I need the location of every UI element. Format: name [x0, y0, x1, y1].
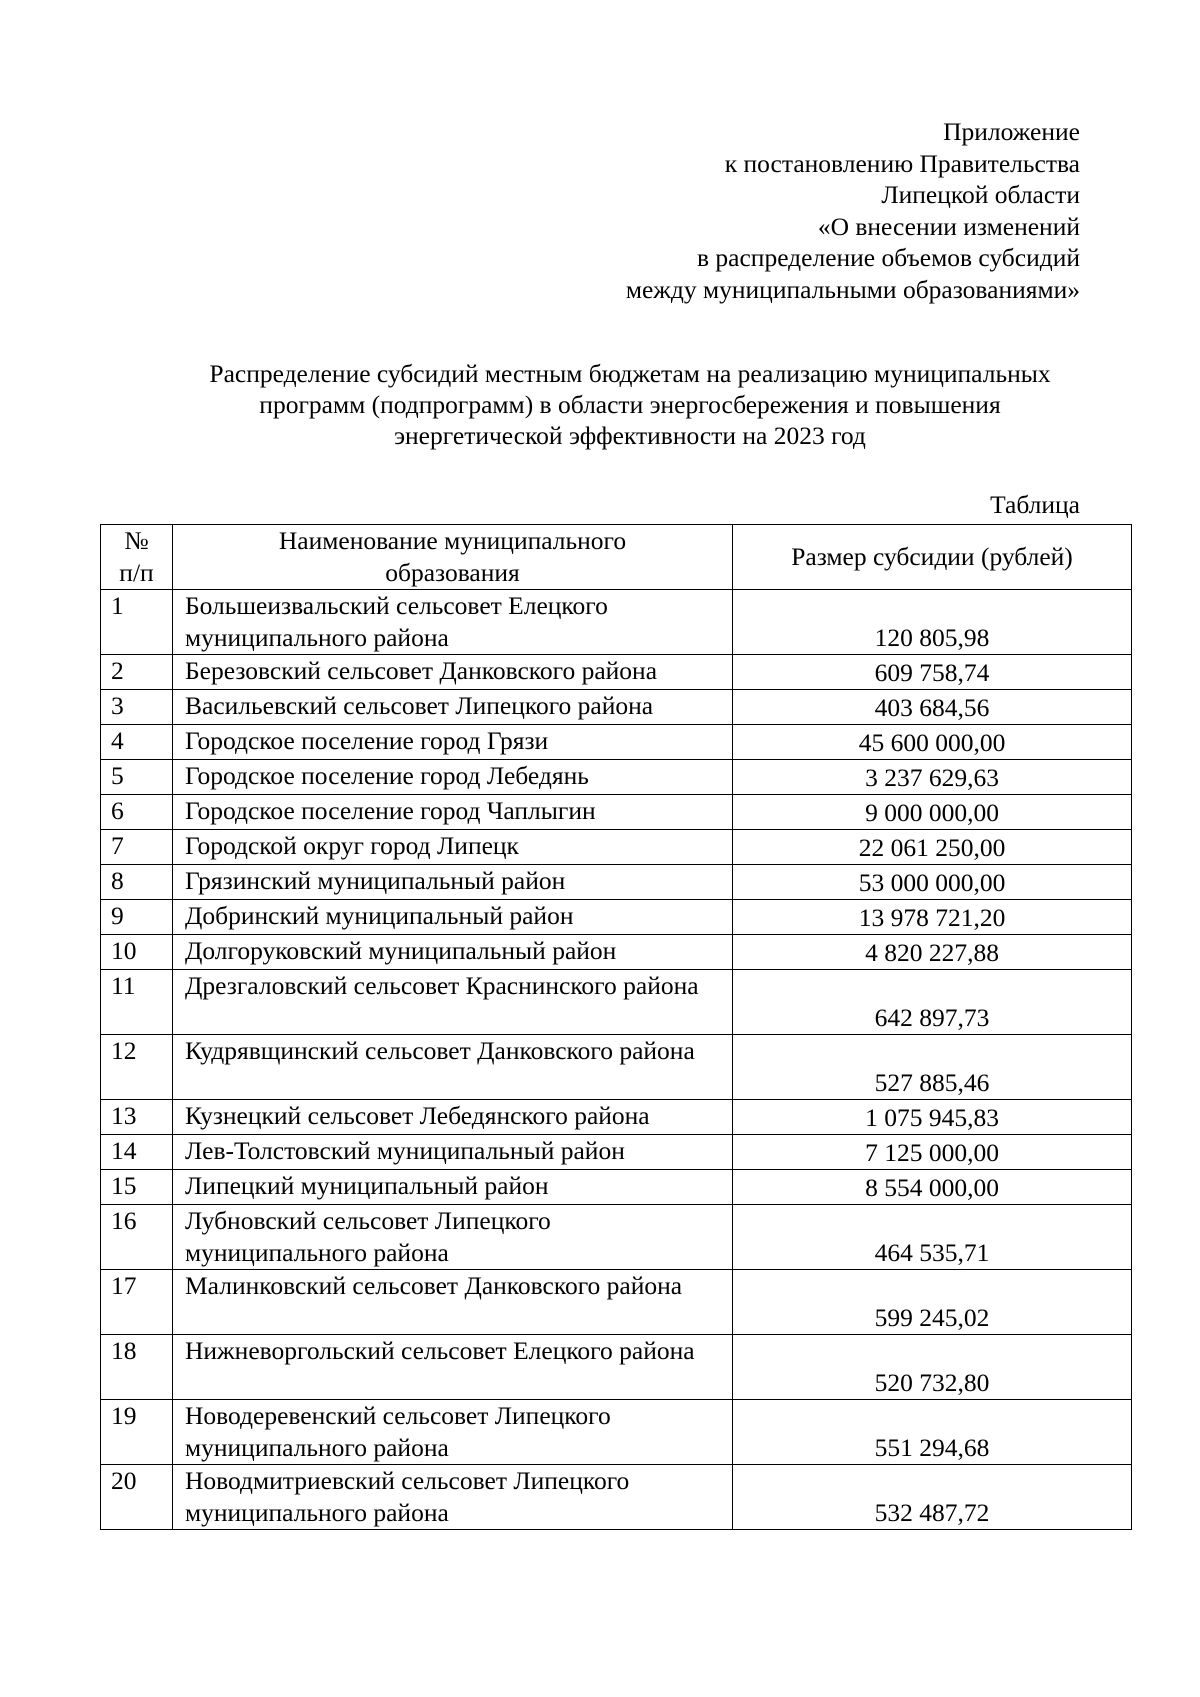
row-number: 2	[101, 655, 173, 690]
row-municipality: Грязинский муниципальный район	[173, 865, 733, 900]
row-number: 13	[101, 1100, 173, 1135]
row-municipality: Новодеревенский сельсовет Липецкого муниципального района	[173, 1400, 733, 1465]
row-amount: 8 554 000,00	[733, 1170, 1132, 1205]
table-row	[101, 1035, 1132, 1100]
row-amount: 4 820 227,88	[733, 935, 1132, 970]
row-municipality: Березовский сельсовет Данковского района	[173, 655, 733, 690]
header-name-line1: Наименование муниципального	[278, 526, 627, 555]
table-row	[101, 760, 1132, 795]
row-amount: 403 684,56	[733, 690, 1132, 725]
table-caption: Таблица	[990, 490, 1080, 519]
row-number: 1	[101, 590, 173, 655]
table-row	[101, 590, 1132, 655]
table-row	[101, 830, 1132, 865]
table-row	[101, 1270, 1132, 1335]
header-name-line2: образования	[385, 558, 520, 587]
row-amount: 551 294,68	[733, 1400, 1132, 1465]
row-amount: 520 732,80	[733, 1335, 1132, 1400]
appendix-line: в распределение объемов субсидий	[697, 243, 1080, 272]
appendix-block	[460, 116, 1080, 305]
row-municipality: Липецкий муниципальный район	[173, 1170, 733, 1205]
row-amount: 120 805,98	[733, 590, 1132, 655]
row-amount: 532 487,72	[733, 1465, 1132, 1530]
row-municipality: Кузнецкий сельсовет Лебедянского района	[173, 1100, 733, 1135]
appendix-line: Приложение	[943, 117, 1080, 146]
row-number: 5	[101, 760, 173, 795]
row-amount: 7 125 000,00	[733, 1135, 1132, 1170]
row-municipality: Малинковский сельсовет Данковского района	[173, 1270, 733, 1335]
table-row	[101, 1100, 1132, 1135]
row-amount: 1 075 945,83	[733, 1100, 1132, 1135]
row-number: 12	[101, 1035, 173, 1100]
row-number: 18	[101, 1335, 173, 1400]
row-municipality: Городское поселение город Лебедянь	[173, 760, 733, 795]
row-municipality: Долгоруковский муниципальный район	[173, 935, 733, 970]
row-number: 6	[101, 795, 173, 830]
table-row	[101, 795, 1132, 830]
row-number: 17	[101, 1270, 173, 1335]
appendix-line: Липецкой области	[881, 180, 1080, 209]
row-amount: 9 000 000,00	[733, 795, 1132, 830]
row-number: 9	[101, 900, 173, 935]
row-municipality: Лубновский сельсовет Липецкого муниципального района	[173, 1205, 733, 1270]
row-municipality: Кудрявщинский сельсовет Данковского района	[173, 1035, 733, 1100]
row-municipality: Васильевский сельсовет Липецкого района	[173, 690, 733, 725]
title-line: Распределение субсидий местным бюджетам на реализацию муниципальных	[209, 359, 1051, 388]
row-amount: 22 061 250,00	[733, 830, 1132, 865]
table-row	[101, 1170, 1132, 1205]
table-row	[101, 970, 1132, 1035]
row-number: 7	[101, 830, 173, 865]
row-number: 10	[101, 935, 173, 970]
row-number: 14	[101, 1135, 173, 1170]
row-amount: 3 237 629,63	[733, 760, 1132, 795]
row-amount: 45 600 000,00	[733, 725, 1132, 760]
row-municipality: Городское поселение город Чаплыгин	[173, 795, 733, 830]
table-row	[101, 1400, 1132, 1465]
document-title	[150, 358, 1110, 451]
header-name	[173, 525, 733, 590]
title-line: энергетической эффективности на 2023 год	[394, 421, 866, 450]
table-row	[101, 900, 1132, 935]
table-row	[101, 865, 1132, 900]
row-number: 20	[101, 1465, 173, 1530]
row-amount: 53 000 000,00	[733, 865, 1132, 900]
header-number-abbr: п/п	[119, 558, 154, 587]
row-amount: 609 758,74	[733, 655, 1132, 690]
row-number: 16	[101, 1205, 173, 1270]
row-amount: 527 885,46	[733, 1035, 1132, 1100]
row-municipality: Новодмитриевский сельсовет Липецкого муниципального района	[173, 1465, 733, 1530]
table-header-row	[101, 525, 1132, 590]
header-number	[101, 525, 173, 590]
row-amount: 13 978 721,20	[733, 900, 1132, 935]
row-municipality: Городской округ город Липецк	[173, 830, 733, 865]
row-number: 8	[101, 865, 173, 900]
appendix-line: между муниципальными образованиями»	[625, 274, 1080, 304]
table-row	[101, 1205, 1132, 1270]
row-municipality: Городское поселение город Грязи	[173, 725, 733, 760]
title-line: программ (подпрограмм) в области энергосбережения и повышения	[259, 390, 1001, 419]
row-municipality: Лев-Толстовский муниципальный район	[173, 1135, 733, 1170]
table-row	[101, 1465, 1132, 1530]
row-municipality: Нижневоргольский сельсовет Елецкого района	[173, 1335, 733, 1400]
row-amount: 464 535,71	[733, 1205, 1132, 1270]
table-row	[101, 1335, 1132, 1400]
row-amount: 599 245,02	[733, 1270, 1132, 1335]
row-amount: 642 897,73	[733, 970, 1132, 1035]
table-row	[101, 655, 1132, 690]
table-row	[101, 1135, 1132, 1170]
table-row	[101, 935, 1132, 970]
header-amount: Размер субсидии (рублей)	[733, 525, 1132, 590]
subsidies-table	[100, 524, 1132, 1530]
row-number: 4	[101, 725, 173, 760]
row-municipality: Дрезгаловский сельсовет Краснинского района	[173, 970, 733, 1035]
row-municipality: Добринский муниципальный район	[173, 900, 733, 935]
appendix-line: к постановлению Правительства	[724, 148, 1080, 178]
table-row	[101, 690, 1132, 725]
row-number: 11	[101, 970, 173, 1035]
row-municipality: Большеизвальский сельсовет Елецкого муниципального района	[173, 590, 733, 655]
row-number: 19	[101, 1400, 173, 1465]
header-number-symbol: №	[124, 526, 149, 555]
table-row	[101, 725, 1132, 760]
row-number: 15	[101, 1170, 173, 1205]
appendix-line: «О внесении изменений	[817, 211, 1080, 241]
row-number: 3	[101, 690, 173, 725]
